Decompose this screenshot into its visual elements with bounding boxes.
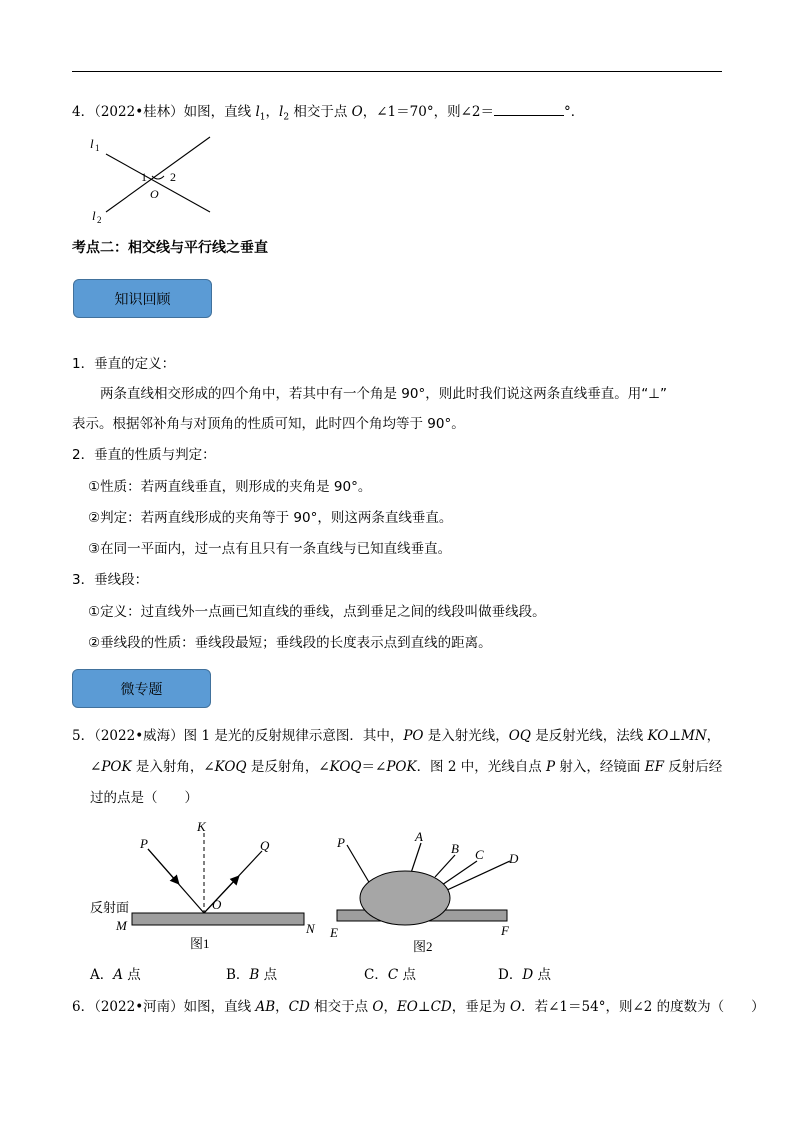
k1-para-1: 两条直线相交形成的四个角中，若其中有一个角是 90°，则此时我们说这两条直线垂直。用“⊥” — [100, 386, 667, 402]
header-rule — [72, 71, 722, 72]
svg-text:F: F — [501, 923, 509, 938]
svg-text:l: l — [90, 136, 94, 151]
svg-text:P: P — [337, 835, 345, 850]
k3-item-1: ①定义：过直线外一点画已知直线的垂线，点到垂足之间的线段叫做垂线段。 — [88, 604, 546, 620]
question-5-line-3: 过的点是（ ） — [90, 790, 198, 806]
q5-figure-1 — [80, 815, 320, 960]
svg-text:D: D — [509, 851, 519, 866]
ray-c — [442, 861, 477, 885]
svg-text:A: A — [415, 829, 423, 844]
svg-text:M: M — [116, 918, 127, 933]
k3-title: 3．垂线段： — [72, 572, 149, 588]
knowledge-review-label: 知识回顾 — [114, 291, 171, 308]
svg-text:l: l — [92, 208, 96, 223]
topic-button[interactable] — [72, 669, 211, 708]
svg-text:反射面: 反射面 — [90, 900, 130, 915]
svg-text:1: 1 — [141, 170, 147, 184]
mirror-mn — [132, 913, 304, 925]
k2-title: 2．垂直的性质与判定： — [72, 447, 216, 463]
svg-text:K: K — [197, 819, 206, 834]
svg-text:E: E — [330, 925, 338, 940]
svg-text:图2: 图2 — [413, 939, 433, 954]
option-d[interactable]: D．D 点 — [498, 967, 551, 983]
q4-figure — [80, 128, 230, 228]
k2-item-2: ②判定：若两直线形成的夹角等于 90°，则这两条直线垂直。 — [88, 510, 453, 526]
k1-title: 1．垂直的定义： — [72, 356, 176, 372]
option-a[interactable]: A．A 点 — [90, 967, 141, 983]
k2-item-3: ③在同一平面内，过一点有且只有一条直线与已知直线垂直。 — [88, 541, 452, 557]
k3-item-2: ②垂线段的性质：垂线段最短；垂线段的长度表示点到直线的距离。 — [88, 635, 492, 651]
svg-text:2: 2 — [170, 170, 176, 184]
answer-blank[interactable] — [494, 103, 564, 116]
ray-b — [435, 855, 455, 877]
svg-text:B: B — [451, 841, 459, 856]
svg-text:1: 1 — [95, 143, 100, 153]
question-5-line-1: 5．（2022•威海）图 1 是光的反射规律示意图．其中，PO 是入射光线，OQ 是反射光线，法线 KO⊥MN， — [72, 728, 721, 744]
knowledge-review-button[interactable] — [73, 279, 212, 318]
question-5-line-2: ∠POK 是入射角，∠KOQ 是反射角，∠KOQ＝∠POK．图 2 中，光线自点 P 射入，经镜面 EF 反射后经 — [90, 759, 723, 775]
option-c[interactable]: C．C 点 — [364, 967, 416, 983]
q5-figure-2 — [325, 825, 535, 960]
section-title: 考点二：相交线与平行线之垂直 — [72, 240, 268, 256]
line-l1 — [106, 154, 210, 212]
svg-text:图1: 图1 — [190, 936, 210, 951]
question-4: 4．（2022•桂林）如图，直线 $l_1$，$l_2$ 相交于点 O，∠1＝70°，则∠2＝ °． — [72, 104, 585, 123]
option-b[interactable]: B．B 点 — [226, 967, 278, 983]
svg-text:O: O — [150, 187, 159, 201]
ray-po-arrow — [148, 849, 178, 883]
svg-text:Q: Q — [260, 838, 270, 853]
svg-text:2: 2 — [97, 215, 102, 225]
topic-label: 微专题 — [120, 681, 163, 698]
k1-para-2: 表示。根据邻补角与对顶角的性质可知，此时四个角均等于 90°。 — [72, 416, 465, 432]
k2-item-1: ①性质：若两直线垂直，则形成的夹角是 90°。 — [88, 479, 372, 495]
ray-a — [411, 843, 421, 873]
svg-text:C: C — [475, 847, 484, 862]
svg-text:N: N — [306, 921, 315, 936]
angle-arc — [152, 176, 164, 179]
svg-text:P: P — [140, 836, 148, 851]
question-6: 6．（2022•河南）如图，直线 AB，CD 相交于点 O，EO⊥CD，垂足为 O．若∠1＝54°，则∠2 的度数为（ ） — [72, 999, 765, 1015]
svg-text:O: O — [212, 897, 222, 912]
obstacle-ellipse — [360, 871, 450, 925]
